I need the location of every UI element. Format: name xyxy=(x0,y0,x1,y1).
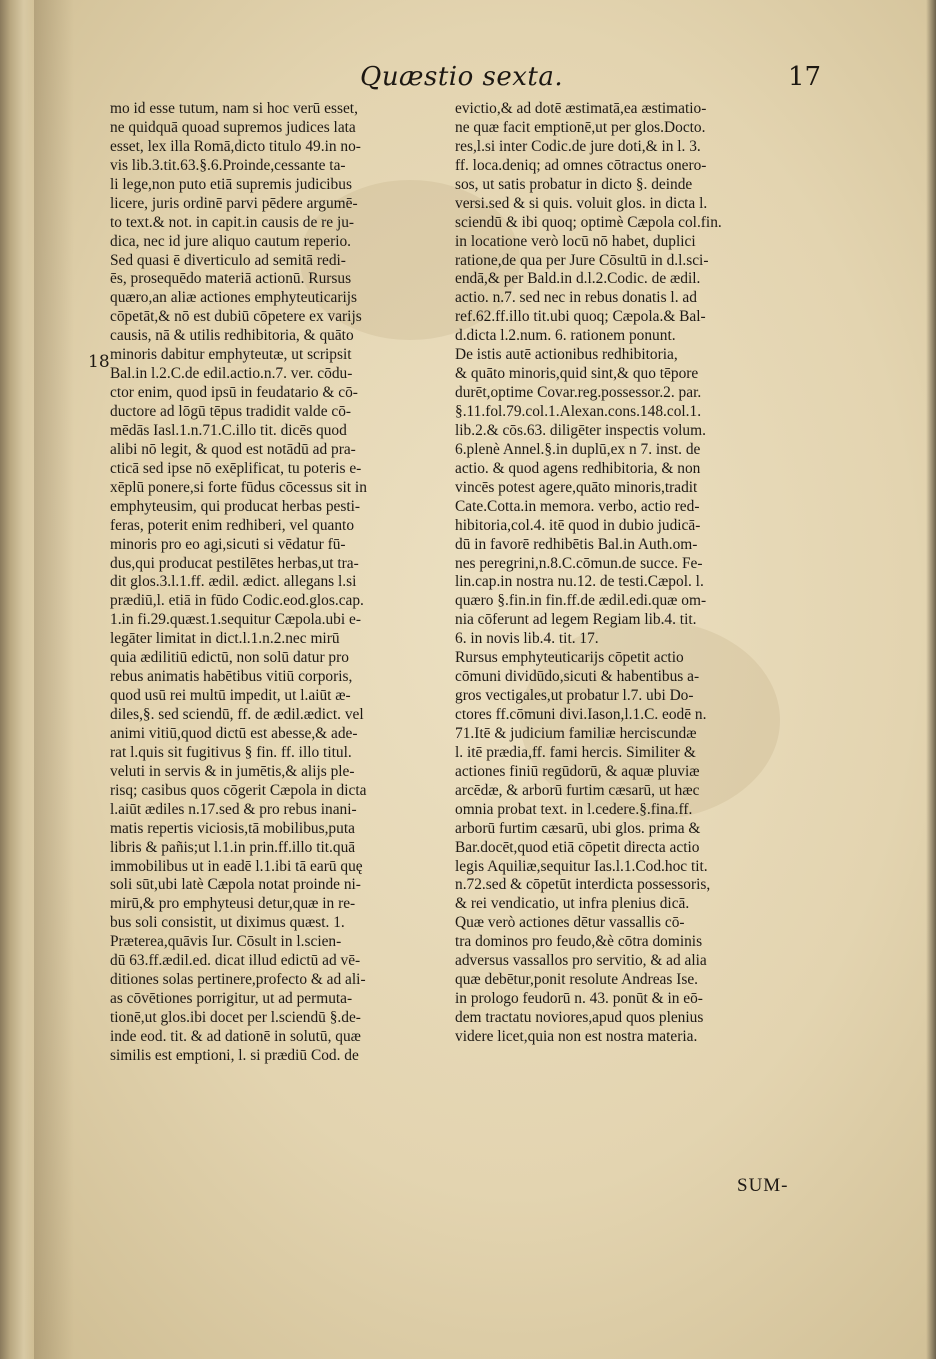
text-line: 71.Itē & judicium familiæ herciscundæ xyxy=(455,724,697,742)
text-line: evictio,& ad dotē æstimatā,ea æstimatio- xyxy=(455,100,707,117)
text-line: quæro §.fin.in fin.ff.de ædil.edi.quæ om- xyxy=(455,592,707,610)
text-line: dus,qui producat pestilētes herbas,ut tra- xyxy=(110,554,359,572)
text-line: Rursus emphyteuticarijs cōpetit actio xyxy=(455,649,684,667)
text-line: quæro,an aliæ actiones emphyteuticarijs xyxy=(110,289,358,307)
text-line: Cate.Cotta.in memora. verbo, actio red- xyxy=(455,497,700,515)
text-line: ēs, prosequēdo materiā actionū. Rursus xyxy=(110,270,352,288)
text-line: immobilibus ut in eadē l.1.ibi tā earū quę xyxy=(110,857,363,875)
text-line: veluti in servis & in jumētis,& alijs ple- xyxy=(110,762,355,780)
text-line: legāter limitat in dict.l.1.n.2.nec mirū xyxy=(110,630,340,648)
text-line: 6.plenè Annel.§.in duplū,ex n 7. inst. de xyxy=(455,440,701,458)
text-line: 6. in novis lib.4. tit. 17. xyxy=(455,630,599,648)
text-line: omnia probat text. in l.cedere.§.fina.ff. xyxy=(455,800,693,818)
text-line: vis lib.3.tit.63.§.6.Proinde,cessante ta- xyxy=(110,156,346,174)
text-line: mirū,& pro emphyteusi detur,quæ in re- xyxy=(110,895,356,913)
text-line: alibi nō legit, & quod est notādū ad pra- xyxy=(110,440,356,458)
text-line: prædiū,l. etiā in fūdo Codic.eod.glos.cap. xyxy=(110,592,364,610)
text-line: sciendū & ibi quoq; optimè Cæpola col.fin. xyxy=(455,213,722,231)
text-line: dit glos.3.l.1.ff. ædil. ædict. allegans l.si xyxy=(110,573,357,591)
text-line: dica, nec id jure aliquo cautum reperio. xyxy=(110,232,352,250)
text-line: sos, ut satis probatur in dicto §. deinde xyxy=(455,175,693,193)
text-line: actio. & quod agens redhibitoria, & non xyxy=(455,459,701,477)
text-line: De istis autē actionibus redhibitoria, xyxy=(455,346,678,364)
folio-number: 17 xyxy=(788,62,822,92)
text-line: l. itē prædia,ff. fami hercis. Similiter & xyxy=(455,743,696,761)
text-line: minoris pro eo agi,sicuti si vēdatur fū- xyxy=(110,535,346,553)
page-right-edge xyxy=(926,0,936,1359)
text-line: l.aiūt ædiles n.17.sed & pro rebus inani- xyxy=(110,800,357,818)
text-line: dū 63.ff.ædil.ed. dicat illud edictū ad vē- xyxy=(110,952,361,970)
text-line: quod usū rei multū impedit, ut l.aiūt æ- xyxy=(110,687,351,705)
text-line: nes peregrini,n.8.C.cōmun.de succe. Fe- xyxy=(455,554,703,572)
left-text-column xyxy=(110,100,445,1066)
text-line: Bar.docēt,quod etiā cōpetit directa actio xyxy=(455,838,700,856)
text-line: ratione,de qua per Jure Cōsultū in d.l.sci- xyxy=(455,251,709,269)
text-line: res,l.si inter Codic.de jure doti,& in l. 3. xyxy=(455,137,701,155)
text-line: arborū furtim cæsarū, ubi glos. prima & xyxy=(455,819,701,837)
text-line: ductore ad lōgū tēpus tradidit valde cō- xyxy=(110,403,352,420)
catchword: SUM- xyxy=(737,1175,789,1196)
text-line: §.11.fol.79.col.1.Alexan.cons.148.col.1. xyxy=(455,403,702,420)
running-title: Quæstio sexta. xyxy=(360,62,564,92)
text-line: 1.in fi.29.quæst.1.sequitur Cæpola.ubi e- xyxy=(110,611,361,629)
text-line: as cōvētiones porrigitur, ut ad permuta- xyxy=(110,990,353,1008)
text-line: licere, juris ordinē parvi pēdere argumē- xyxy=(110,194,358,212)
text-line: dem tractatu noviores,apud quos plenius xyxy=(455,1009,704,1026)
text-line: versi.sed & si quis. voluit glos. in dicta l. xyxy=(455,194,708,212)
text-line: quæ debētur,ponit resolute Andreas Ise. xyxy=(455,971,699,989)
text-line: libris & pañis;ut l.1.in prin.ff.illo tit.quā xyxy=(110,838,356,856)
text-line: quia ædilitiū edictū, non solū datur pro xyxy=(110,649,349,667)
text-line: legis Aquiliæ,sequitur Ias.l.1.Cod.hoc tit. xyxy=(455,857,708,875)
text-line: videre licet,quia non est nostra materia. xyxy=(455,1027,698,1045)
text-line: ref.62.ff.illo tit.ubi quoq; Cæpola.& Bal- xyxy=(455,308,706,326)
text-line: ditiones solas pertinere,profecto & ad ali- xyxy=(110,971,366,989)
text-line: to text.& not. in capit.in causis de re ju- xyxy=(110,213,355,231)
text-line: lib.2.& cōs.63. diligēter inspectis volum. xyxy=(455,421,706,439)
text-line: ne quidquā quoad supremos judices lata xyxy=(110,118,356,136)
text-line: Sed quasi ē diverticulo ad semitā redi- xyxy=(110,251,346,269)
text-line: Præterea,quāvis Iur. Cōsult in l.scien- xyxy=(110,933,342,951)
text-line: d.dicta l.2.num. 6. rationem ponunt. xyxy=(455,327,676,345)
text-line: soli sūt,ubi latè Cæpola notat proinde ni- xyxy=(110,876,361,894)
text-line: rat l.quis sit fugitivus § fin. ff. illo titul. xyxy=(110,743,352,761)
text-line: xēplū ponere,si forte fūdus cōcessus sit in xyxy=(110,478,367,496)
text-line: Quæ verò actiones dētur vassallis cō- xyxy=(455,914,685,932)
text-line: mēdās Iasl.1.n.71.C.illo tit. dicēs quod xyxy=(110,421,347,439)
text-line: li lege,non puto etiā supremis judicibus xyxy=(110,175,352,193)
text-line: esset, lex illa Romā,dicto titulo 49.in no- xyxy=(110,137,361,155)
text-line: hibitoria,col.4. itē quod in dubio judicā- xyxy=(455,516,701,534)
text-line: cōpetāt,& nō est dubiū cōpetere ex varijs xyxy=(110,308,362,326)
text-line: in prologo feudorū n. 43. ponūt & in eō- xyxy=(455,990,703,1008)
text-line: causis, nā & utilis redhibitoria, & quāto xyxy=(110,327,354,345)
text-line: Bal.in l.2.C.de edil.actio.n.7. ver. cōdu- xyxy=(110,365,353,383)
text-line: tra dominos pro feudo,&è cōtra dominis xyxy=(455,933,703,951)
text-line: & quāto minoris,quid sint,& quo tēpore xyxy=(455,365,699,383)
text-line: actiones finiū regūdorū, & aquæ pluviæ xyxy=(455,762,700,780)
text-line: actio. n.7. sed nec in rebus donatis l. ad xyxy=(455,289,697,307)
text-line: tionē,ut glos.ibi docet per l.sciendū §.de- xyxy=(110,1009,361,1026)
text-line: dū in favorē redhibētis Bal.in Auth.om- xyxy=(455,535,698,553)
text-line: arcēdæ, & arborū furtim cæsarū, ut hæc xyxy=(455,781,700,799)
text-line: minoris dabitur emphyteutæ, ut scripsit xyxy=(110,346,352,364)
text-line: inde eod. tit. & ad dationē in solutū, quæ xyxy=(110,1027,361,1045)
text-line: nia cōferunt ad legem Regiam lib.4. tit. xyxy=(455,611,697,629)
text-line: adversus vassallos pro servitio, & ad alia xyxy=(455,952,707,970)
text-line: durēt,optime Covar.reg.possessor.2. par. xyxy=(455,384,702,402)
page-binding-edge xyxy=(0,0,34,1359)
text-line: in locatione verò locū nō habet, duplici xyxy=(455,232,696,250)
text-line: & rei vendicatio, ut infra plenius dicā. xyxy=(455,895,690,913)
text-line: ne quæ facit emptionē,ut per glos.Docto. xyxy=(455,118,706,136)
text-line: rebus animatis habētibus vitiū corporis, xyxy=(110,668,353,686)
text-line: ff. loca.deniq; ad omnes cōtractus onero- xyxy=(455,156,707,174)
text-line: gros vectigales,ut probatur l.7. ubi Do- xyxy=(455,687,694,705)
right-text-column xyxy=(455,100,795,1047)
text-line: ctor enim, quod ipsū in feudatario & cō- xyxy=(110,384,358,402)
text-line: ctores ff.cōmuni divi.Iason,l.1.C. eodē n. xyxy=(455,706,707,723)
text-line: feras, poterit enim redhiberi, vel quanto xyxy=(110,516,355,534)
text-line: risq; casibus quos cōgerit Cæpola in dicta xyxy=(110,781,367,799)
text-line: vincēs potest agere,quāto minoris,tradit xyxy=(455,478,698,496)
marginal-number: 18 xyxy=(88,352,110,372)
text-line: endā,& per Bald.in d.l.2.Codic. de ædil. xyxy=(455,270,701,288)
text-line: animi vitiū,quod dictū est abesse,& ade- xyxy=(110,724,358,742)
text-line: n.72.sed & cōpetūt interdicta possessoris, xyxy=(455,876,711,894)
text-line: lin.cap.in nostra nu.12. de testi.Cæpol. l. xyxy=(455,573,704,591)
text-line: cticā sed ipse nō exēplificat, tu poteris e- xyxy=(110,459,362,477)
text-line: emphyteusim, qui producat herbas pesti- xyxy=(110,497,361,515)
text-line: bus soli consistit, ut diximus quæst. 1. xyxy=(110,914,345,932)
text-line: cōmuni dividūdo,sicuti & habentibus a- xyxy=(455,668,700,686)
text-line: matis repertis viciosis,tā mobilibus,puta xyxy=(110,819,355,837)
text-line: similis est emptioni, l. si prædiū Cod. de xyxy=(110,1046,359,1064)
text-line: mo id esse tutum, nam si hoc verū esset, xyxy=(110,100,358,117)
text-line: diles,§. sed sciendū, ff. de ædil.ædict. vel xyxy=(110,706,364,723)
gutter-shadow xyxy=(34,0,74,1359)
